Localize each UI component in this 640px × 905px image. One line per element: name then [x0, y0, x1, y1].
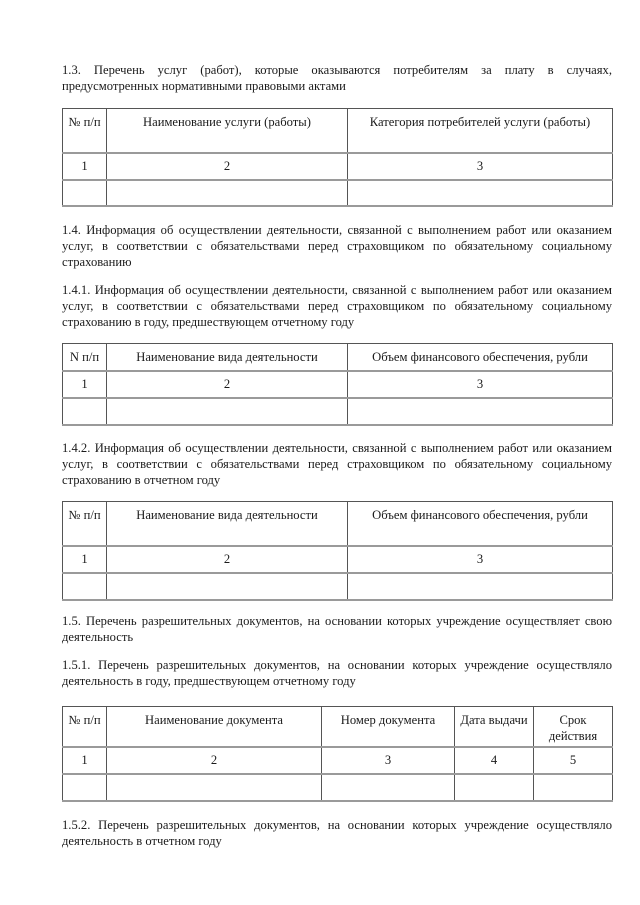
header-cell-number: № п/п: [63, 707, 107, 747]
table-header-row: [63, 502, 613, 546]
table-header-row: [63, 344, 613, 371]
header-cell-number: N п/п: [63, 344, 107, 371]
column-number-cell: 2: [107, 371, 348, 398]
table-cell[interactable]: [107, 180, 348, 206]
table-cell[interactable]: [107, 573, 348, 600]
column-number-cell: 5: [534, 747, 613, 774]
column-number-cell: 3: [348, 371, 613, 398]
table-header-row: [63, 707, 613, 747]
table-numbering-row: [63, 371, 613, 398]
permits-prev-year-table: [62, 706, 613, 802]
table-cell[interactable]: [63, 398, 107, 425]
header-cell-activity-name: Наименование вида деятельности: [107, 344, 348, 371]
services-table: [62, 108, 613, 207]
header-cell-consumer-category: Категория потребителей услуги (работы): [348, 109, 613, 153]
column-number-cell: 3: [348, 153, 613, 180]
section-1-5-heading: 1.5. Перечень разрешительных документов, на основании которых учреждение осуществляет свою деятельность: [62, 614, 612, 644]
header-cell-number: № п/п: [63, 109, 107, 153]
activity-report-year-table: [62, 501, 613, 601]
column-number-cell: 4: [455, 747, 534, 774]
header-cell-validity-period: Срок действия: [534, 707, 613, 747]
table-cell[interactable]: [63, 774, 107, 801]
section-1-3-heading: 1.3. Перечень услуг (работ), которые оказываются потребителям за плату в случаях, предусмотренных нормативными правовыми актами: [62, 63, 612, 93]
activity-prev-year-table: [62, 343, 613, 426]
column-number-cell: 1: [63, 747, 107, 774]
table-cell[interactable]: [455, 774, 534, 801]
table-cell[interactable]: [63, 573, 107, 600]
table-cell[interactable]: [63, 180, 107, 206]
table-cell[interactable]: [348, 180, 613, 206]
table-cell[interactable]: [534, 774, 613, 801]
column-number-cell: 2: [107, 153, 348, 180]
header-cell-funding-volume: Объем финансового обеспечения, рубли: [348, 502, 613, 546]
header-cell-funding-volume: Объем финансового обеспечения, рубли: [348, 344, 613, 371]
header-cell-service-name: Наименование услуги (работы): [107, 109, 348, 153]
table-numbering-row: [63, 153, 613, 180]
header-cell-activity-name: Наименование вида деятельности: [107, 502, 348, 546]
header-cell-number: № п/п: [63, 502, 107, 546]
column-number-cell: 1: [63, 546, 107, 573]
column-number-cell: 3: [322, 747, 455, 774]
column-number-cell: 2: [107, 747, 322, 774]
table-row: [63, 398, 613, 425]
table-header-row: [63, 109, 613, 153]
section-1-4-heading: 1.4. Информация об осуществлении деятельности, связанной с выполнением работ или оказанием услуг, в соответствии с обязательствами перед страховщиком по обязательному социальному страхованию: [62, 223, 612, 269]
section-1-5-2-heading: 1.5.2. Перечень разрешительных документов, на основании которых учреждение осуществляло деятельность в отчетном году: [62, 818, 612, 848]
table-cell[interactable]: [348, 398, 613, 425]
section-1-4-2-heading: 1.4.2. Информация об осуществлении деятельности, связанной с выполнением работ или оказанием услуг, в соответствии с обязательствами перед страховщиком по обязательному социальному страхованию в отчетном году: [62, 441, 612, 487]
column-number-cell: 2: [107, 546, 348, 573]
column-number-cell: 1: [63, 371, 107, 398]
table-cell[interactable]: [348, 573, 613, 600]
column-number-cell: 3: [348, 546, 613, 573]
header-cell-document-name: Наименование документа: [107, 707, 322, 747]
table-row: [63, 180, 613, 206]
table-cell[interactable]: [107, 398, 348, 425]
header-cell-issue-date: Дата выдачи: [455, 707, 534, 747]
table-numbering-row: [63, 747, 613, 774]
section-1-4-1-heading: 1.4.1. Информация об осуществлении деятельности, связанной с выполнением работ или оказанием услуг, в соответствии с обязательствами перед страховщиком по обязательному социальному страхованию в году, предшествующем отчетному году: [62, 283, 612, 329]
header-cell-document-number: Номер документа: [322, 707, 455, 747]
section-1-5-1-heading: 1.5.1. Перечень разрешительных документов, на основании которых учреждение осуществляло деятельность в году, предшествующем отчетному году: [62, 658, 612, 688]
table-cell[interactable]: [322, 774, 455, 801]
table-cell[interactable]: [107, 774, 322, 801]
table-row: [63, 573, 613, 600]
table-row: [63, 774, 613, 801]
column-number-cell: 1: [63, 153, 107, 180]
table-numbering-row: [63, 546, 613, 573]
